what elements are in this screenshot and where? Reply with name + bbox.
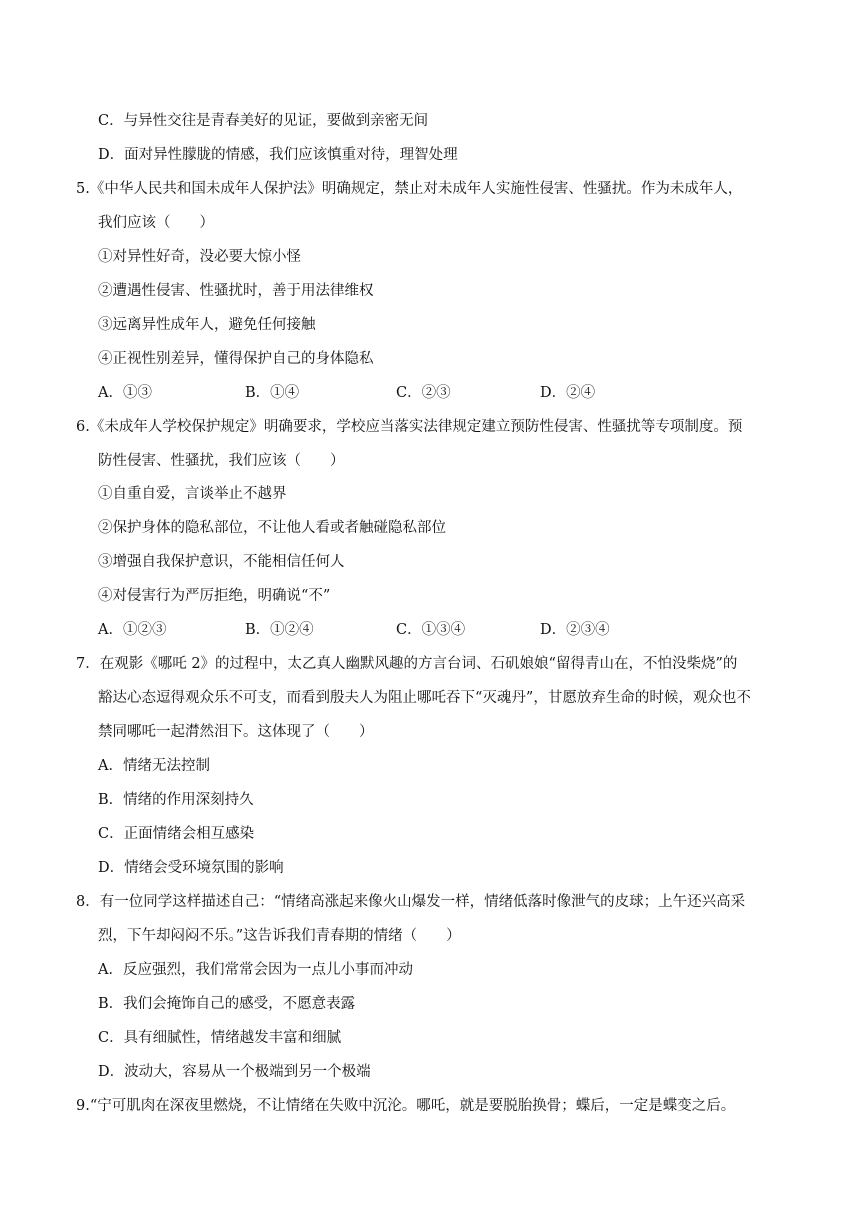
q6-item-3: ③增强自我保护意识，不能相信任何人 <box>98 554 345 570</box>
q9-stem-line-1: 9.“宁可肌肉在深夜里燃烧，不让情绪在失败中沉沦。哪吒，就是要脱胎换骨；蝶后，一定是蝶变之后。 <box>76 1098 736 1114</box>
q8-stem-line-2: 烈，下午却闷闷不乐。”这告诉我们青春期的情绪（ ） <box>98 928 461 944</box>
q7-option-a: A．情绪无法控制 <box>98 758 210 774</box>
q7-option-b: B．情绪的作用深刻持久 <box>98 792 254 808</box>
q6-item-1: ①自重自爱，言谈举止不越界 <box>98 486 287 502</box>
q6-choice-d: D．②③④ <box>540 622 610 638</box>
q5-choice-d: D．②④ <box>540 385 596 401</box>
q8-option-a: A．反应强烈，我们常常会因为一点儿小事而冲动 <box>98 962 413 978</box>
q5-choice-b: B．①④ <box>245 385 300 401</box>
q7-option-d: D．情绪会受环境氛围的影响 <box>98 860 284 876</box>
q8-option-b: B．我们会掩饰自己的感受，不愿意表露 <box>98 996 356 1012</box>
q4-option-c: C．与异性交往是青春美好的见证，要做到亲密无间 <box>98 113 429 129</box>
q5-choice-a: A．①③ <box>98 385 152 401</box>
q6-choice-c: C．①③④ <box>396 622 466 638</box>
q6-item-4: ④对侵害行为严厉拒绝，明确说“不” <box>98 588 331 604</box>
q7-option-c: C．正面情绪会相互感染 <box>98 826 255 842</box>
q6-stem-line-2: 防性侵害、性骚扰，我们应该（ ） <box>98 453 345 469</box>
q5-item-4: ④正视性别差异，懂得保护自己的身体隐私 <box>98 351 374 367</box>
q6-stem-line-1: 6.《未成年人学校保护规定》明确要求，学校应当落实法律规定建立预防性侵害、性骚扰等专项制度。预 <box>76 419 743 435</box>
q5-item-2: ②遭遇性侵害、性骚扰时，善于用法律维权 <box>98 283 374 299</box>
q5-item-3: ③远离异性成年人，避免任何接触 <box>98 317 316 333</box>
q7-stem-line-3: 禁同哪吒一起潸然泪下。这体现了（ ） <box>98 724 374 740</box>
q5-stem-line-1: 5.《中华人民共和国未成年人保护法》明确规定，禁止对未成年人实施性侵害、性骚扰。作为未成年人， <box>76 181 743 197</box>
q5-choices <box>98 383 758 403</box>
q8-option-d: D．波动大，容易从一个极端到另一个极端 <box>98 1064 371 1080</box>
q7-stem-line-2: 豁达心态逗得观众乐不可支，而看到殷夫人为阻止哪吒吞下“灭魂丹”，甘愿放弃生命的时候，观众也不 <box>98 690 751 706</box>
q8-stem-line-1: 8．有一位同学这样描述自己：“情绪高涨起来像火山爆发一样，情绪低落时像泄气的皮球；上午还兴高采 <box>76 894 746 910</box>
q6-item-2: ②保护身体的隐私部位，不让他人看或者触碰隐私部位 <box>98 520 446 536</box>
q6-choices <box>98 620 758 640</box>
q4-option-d: D．面对异性朦胧的情感，我们应该慎重对待，理智处理 <box>98 147 458 163</box>
q5-stem-line-2: 我们应该（ ） <box>98 215 214 231</box>
q6-choice-b: B．①②④ <box>245 622 314 638</box>
q5-item-1: ①对异性好奇，没必要大惊小怪 <box>98 249 301 265</box>
q7-stem-line-1: 7．在观影《哪吒 2》的过程中，太乙真人幽默风趣的方言台词、石矶娘娘“留得青山在，不怕没柴烧”的 <box>76 656 738 672</box>
q6-choice-a: A．①②③ <box>98 622 167 638</box>
q5-choice-c: C．②③ <box>396 385 451 401</box>
q8-option-c: C．具有细腻性，情绪越发丰富和细腻 <box>98 1030 342 1046</box>
